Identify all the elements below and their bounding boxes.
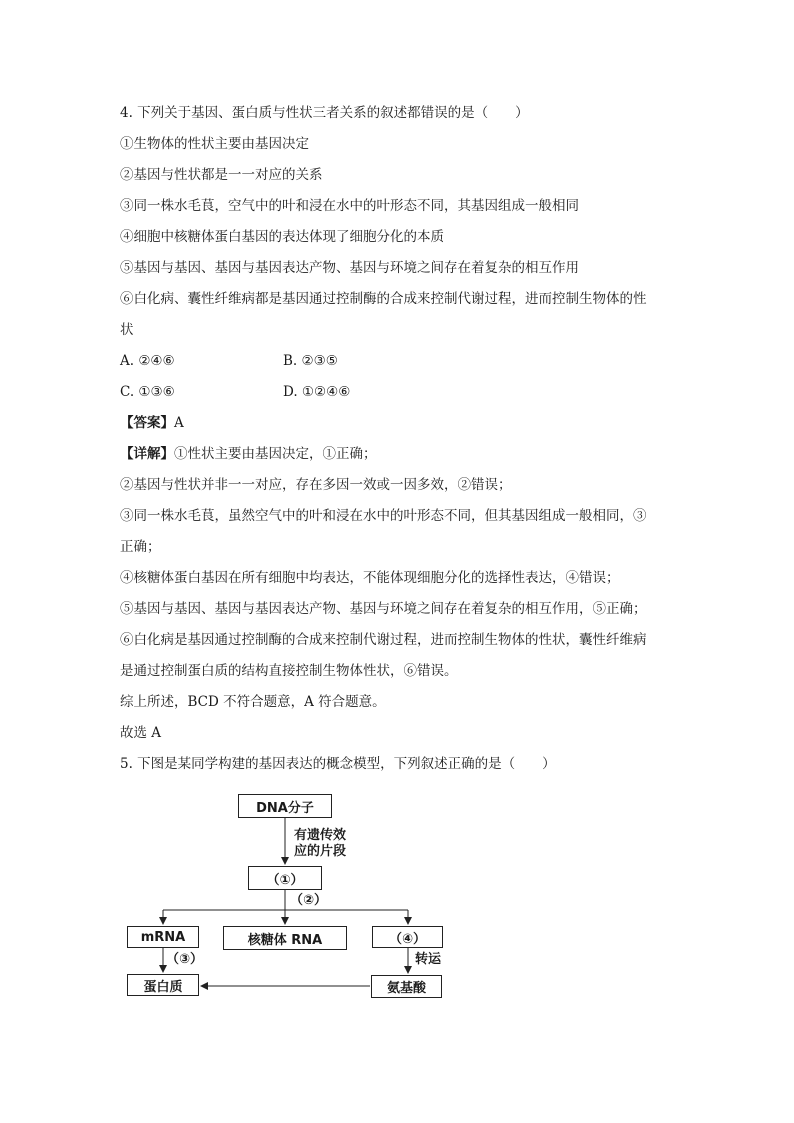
q5-stem: 5. 下图是某同学构建的基因表达的概念模型，下列叙述正确的是（ ）	[120, 756, 556, 772]
q4-item-6: ⑥白化病、囊性纤维病都是基因通过控制酶的合成来控制代谢过程，进而控制生物体的性	[120, 291, 647, 307]
q4-explain-8: 是通过控制蛋白质的结构直接控制生物体性状，⑥错误。	[120, 663, 458, 679]
q4-item-5: ⑤基因与基因、基因与基因表达产物、基因与环境之间存在着复杂的相互作用	[120, 260, 579, 276]
node-rrna: 核糖体 RNA	[223, 926, 347, 950]
q4-item-6-cont: 状	[120, 322, 134, 338]
node-4: （④）	[372, 926, 443, 948]
q4-explain-4: 正确；	[120, 539, 161, 555]
q4-item-4: ④细胞中核糖体蛋白基因的表达体现了细胞分化的本质	[120, 229, 444, 245]
answer-label: 【答案】	[120, 415, 174, 431]
q4-item-1: ①生物体的性状主要由基因决定	[120, 136, 309, 152]
q4-summary: 综上所述，BCD 不符合题意，A 符合题意。	[120, 694, 386, 710]
q4-option-c: C. ①③⑥	[120, 384, 175, 400]
answer-value: A	[174, 415, 184, 431]
explain-text-1: ①性状主要由基因决定，①正确；	[174, 446, 377, 462]
q4-stem: 4. 下列关于基因、蛋白质与性状三者关系的叙述都错误的是（ ）	[120, 105, 529, 121]
label-edge4: 转运	[415, 952, 442, 967]
q4-explain-5: ④核糖体蛋白基因在所有细胞中均表达，不能体现细胞分化的选择性表达，④错误；	[120, 570, 620, 586]
q4-item-2: ②基因与性状都是一一对应的关系	[120, 167, 323, 183]
q4-explain-1	[120, 444, 377, 464]
label-edge2: （②）	[290, 893, 328, 908]
node-1: （①）	[248, 866, 322, 890]
q4-explain-7: ⑥白化病是基因通过控制酶的合成来控制代谢过程，进而控制生物体的性状，囊性纤维病	[120, 632, 647, 648]
q4-answer	[120, 413, 184, 433]
node-dna: DNA分子	[238, 794, 332, 818]
q4-option-a: A. ②④⑥	[120, 353, 175, 369]
q4-explain-2: ②基因与性状并非一一对应，存在多因一效或一因多效，②错误；	[120, 477, 512, 493]
q4-option-b: B. ②③⑤	[283, 353, 338, 369]
q4-explain-3: ③同一株水毛茛，虽然空气中的叶和浸在水中的叶形态不同，但其基因组成一般相同，③	[120, 508, 647, 524]
q4-choice: 故选 A	[120, 725, 162, 741]
label-edge1-line1: 有遗传效	[294, 828, 347, 843]
node-protein: 蛋白质	[127, 974, 199, 996]
q4-item-3: ③同一株水毛茛，空气中的叶和浸在水中的叶形态不同，其基因组成一般相同	[120, 198, 579, 214]
label-edge3: （③）	[166, 952, 204, 967]
q4-explain-6: ⑤基因与基因、基因与基因表达产物、基因与环境之间存在着复杂的相互作用，⑤正确；	[120, 601, 647, 617]
label-edge1-line2: 应的片段	[294, 844, 347, 859]
node-amino-acid: 氨基酸	[371, 975, 442, 998]
q4-option-d: D. ①②④⑥	[283, 384, 351, 400]
explain-label: 【详解】	[120, 446, 174, 462]
node-mrna: mRNA	[127, 926, 199, 948]
